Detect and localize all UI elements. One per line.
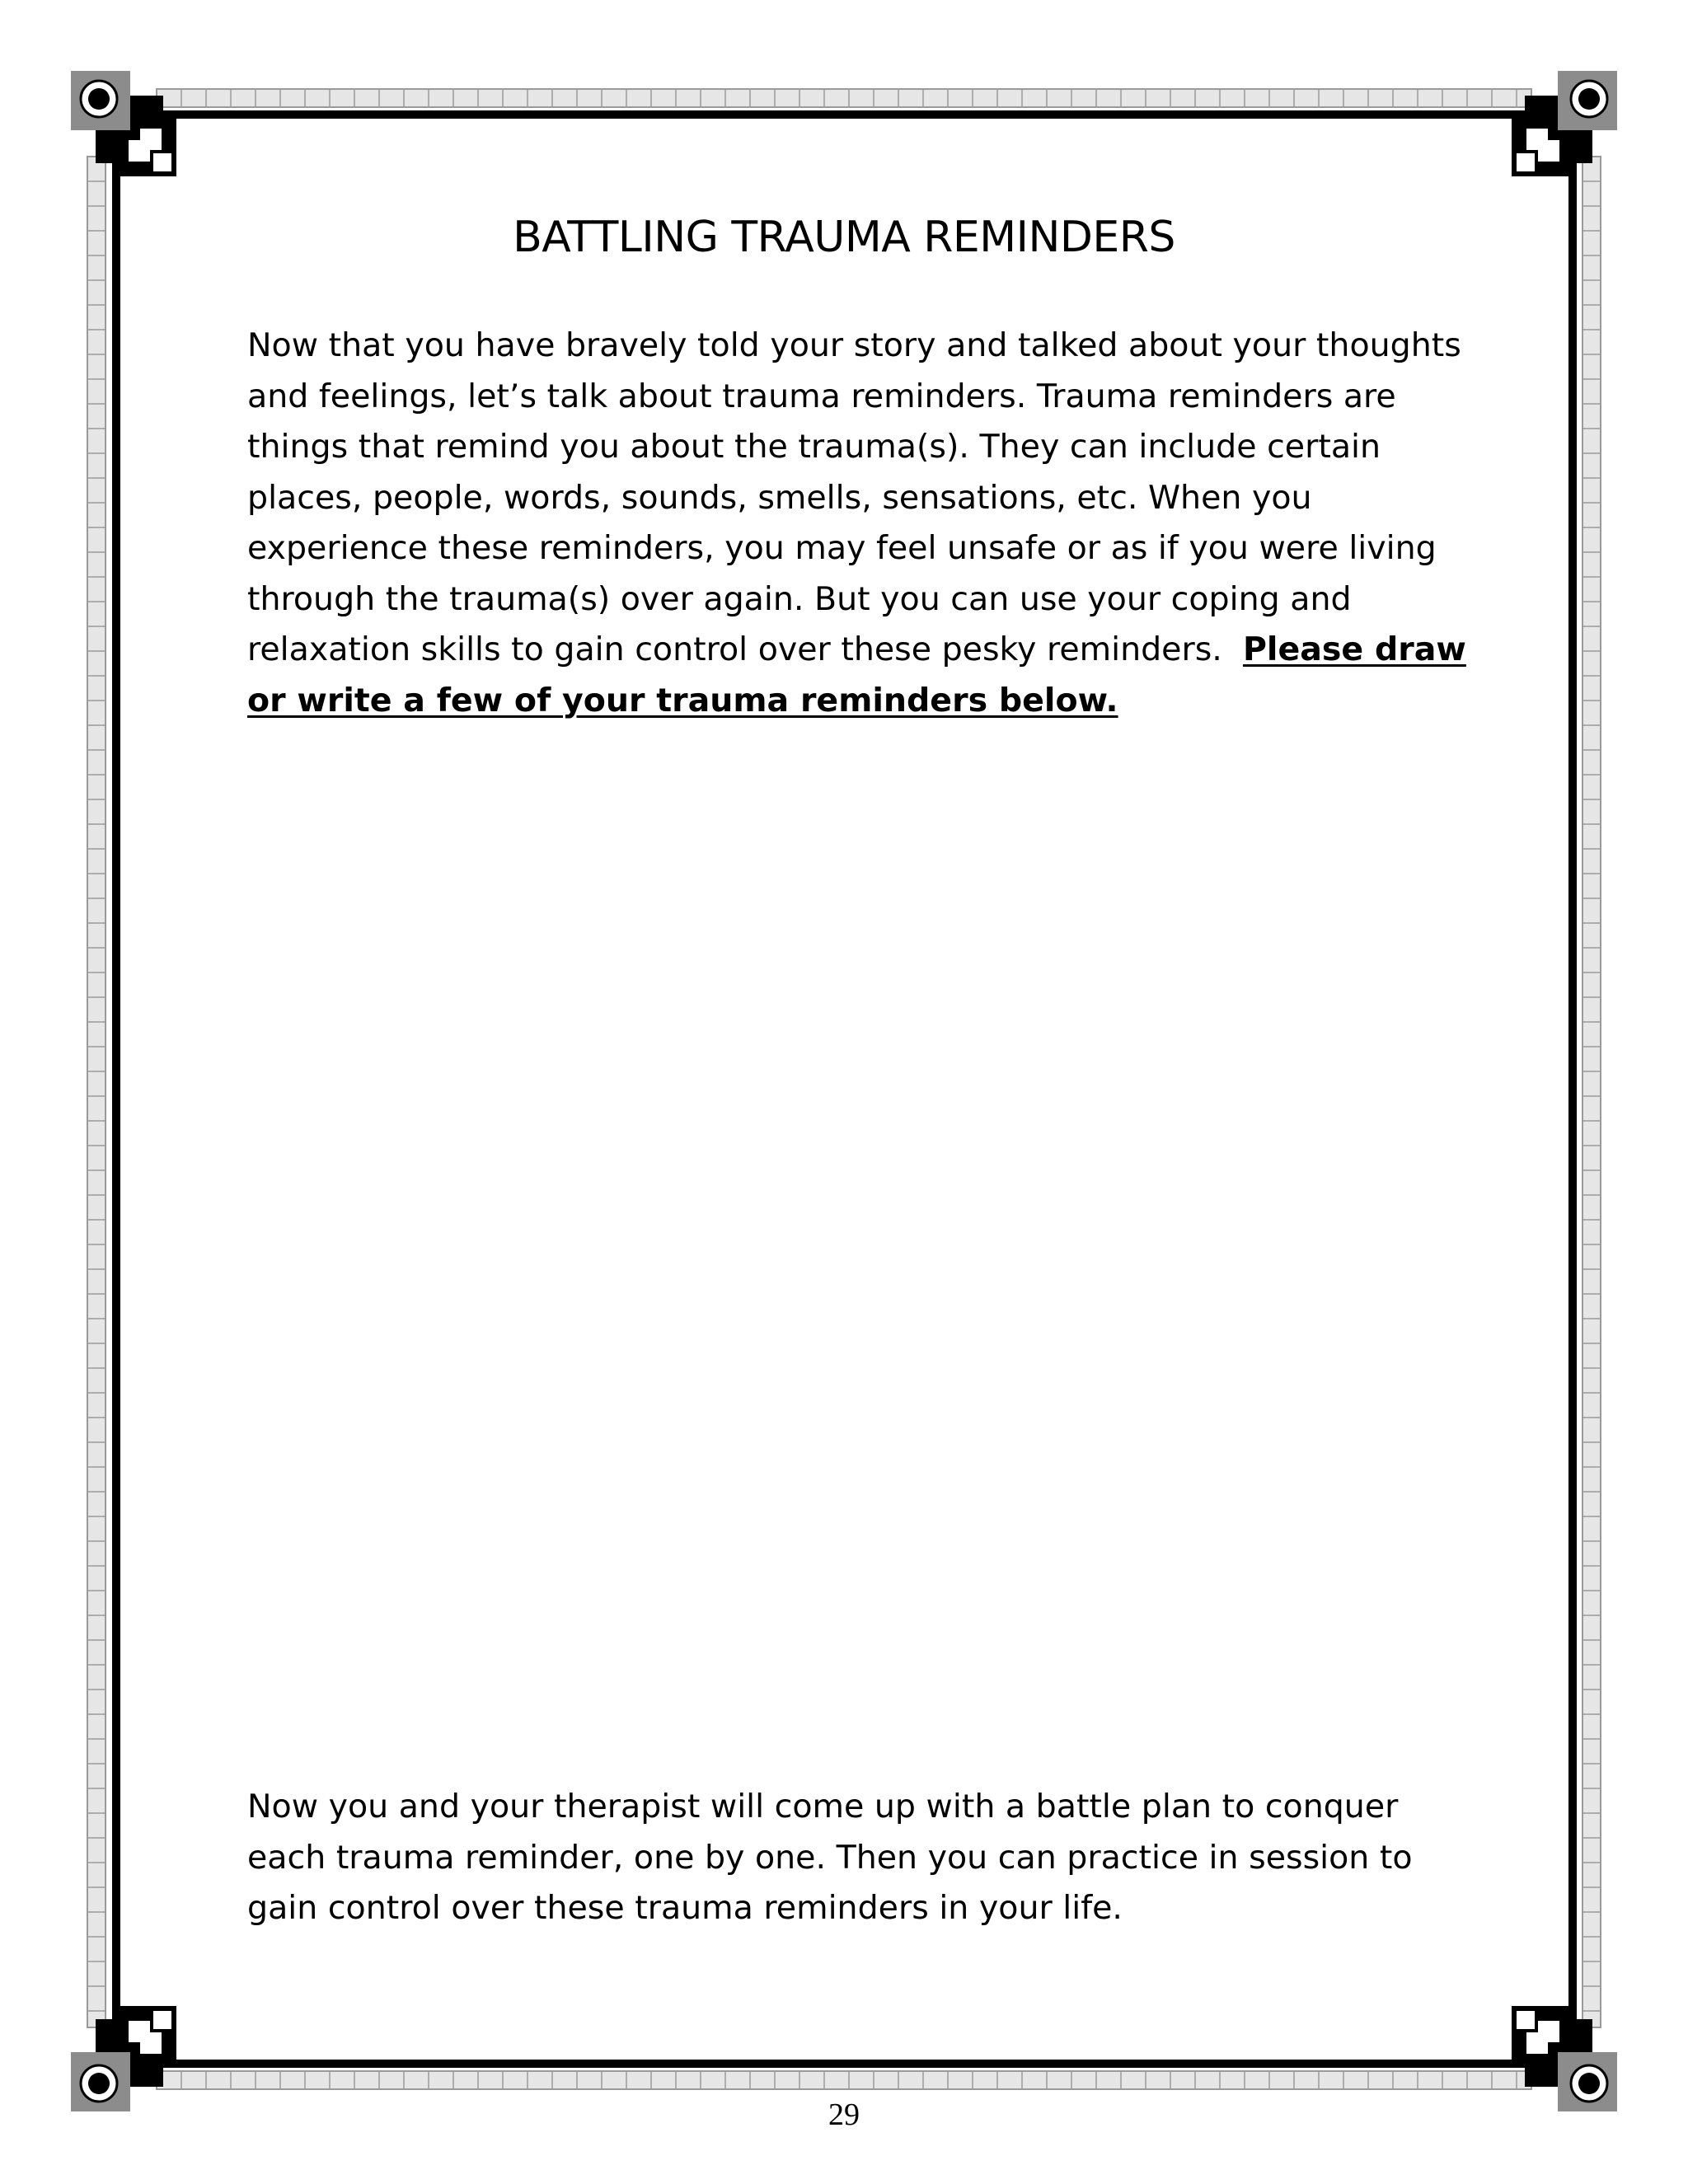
instruction-text: Please draw: [1242, 630, 1466, 668]
outro-line: Now you and your therapist will come up with a battle plan to conquer: [247, 1788, 1399, 1825]
intro-line: through the trauma(s) over again. But you can use your coping and: [247, 579, 1352, 618]
page-title: BATTLING TRAUMA REMINDERS: [513, 213, 1175, 262]
outro-line: gain control over these trauma reminders in your life.: [247, 1889, 1123, 1927]
page-number: 29: [828, 2097, 860, 2132]
intro-line: places, people, words, sounds, smells, sensations, etc. When you: [247, 478, 1312, 517]
intro-line: experience these reminders, you may feel unsafe or as if you were living: [247, 529, 1437, 567]
outro-paragraph: [247, 1782, 1451, 1934]
intro-line: and feelings, let’s talk about trauma reminders. Trauma reminders are: [247, 377, 1396, 415]
intro-line: relaxation skills to gain control over these pesky reminders.: [247, 630, 1243, 668]
intro-paragraph: [247, 321, 1466, 726]
instruction-line: [247, 676, 1451, 727]
outro-line: each trauma reminder, one by one. Then you can practice in session to: [247, 1838, 1413, 1877]
instruction-text: or write a few of your trauma reminders below.: [247, 681, 1118, 719]
drawing-area[interactable]: [247, 742, 1451, 1747]
intro-line-with-instruction: [247, 625, 1466, 676]
intro-line: Now that you have bravely told your story and talked about your thoughts: [247, 326, 1461, 364]
intro-line: things that remind you about the trauma(s). They can include certain: [247, 428, 1381, 466]
